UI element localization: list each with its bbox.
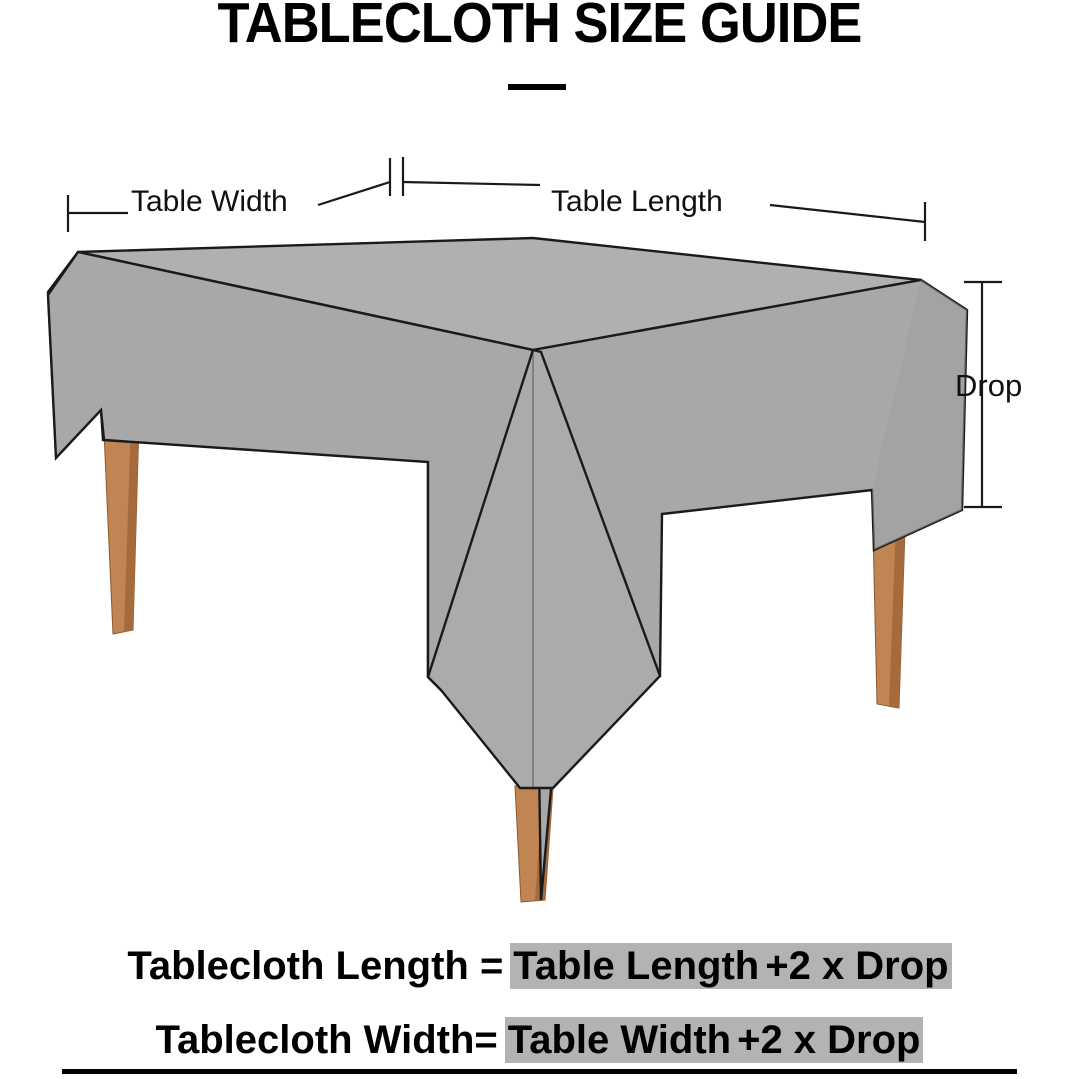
formula-width-prefix: Tablecloth Width= [155,1018,498,1062]
formula-width-term1: Table Width [505,1017,734,1063]
page-title: TABLECLOTH SIZE GUIDE [217,0,862,55]
formula-length-prefix: Tablecloth Length = [127,944,504,988]
label-table-width: Table Width [131,185,288,218]
formula-length-term1: Table Length [510,943,762,989]
formula-width [0,1018,1079,1063]
formula-length-term2: +2 x Drop [762,943,951,989]
table-illustration [0,110,1079,930]
label-drop: Drop [955,368,1023,403]
tablecloth [48,238,967,900]
table-diagram [0,110,1079,930]
title-divider [508,84,566,90]
label-table-length: Table Length [551,185,723,218]
bottom-divider [62,1069,1017,1074]
formula-length [0,944,1079,989]
formula-width-term2: +2 x Drop [734,1017,923,1063]
